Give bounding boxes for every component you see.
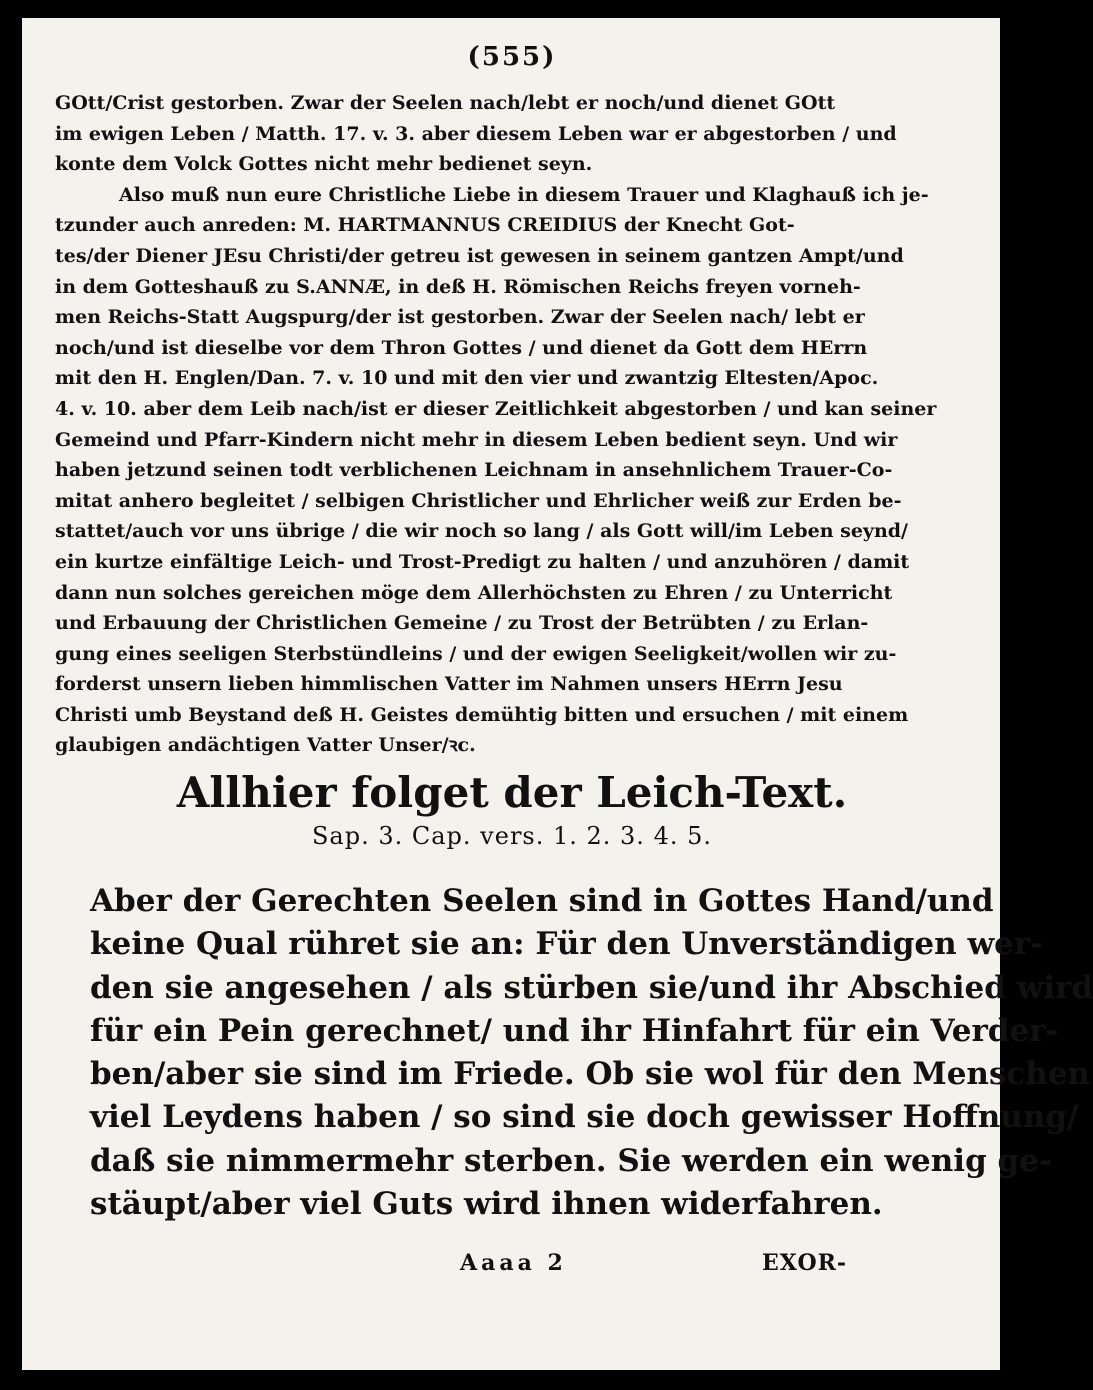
body-line: men Reichs-Statt Augspurg/der ist gestorben. Zwar der Seelen nach/ lebt er xyxy=(55,306,865,329)
section-heading: Allhier folget der Leich-Text. xyxy=(176,768,848,817)
body-line: dann nun solches gereichen möge dem Allerhöchsten zu Ehren / zu Unterricht xyxy=(55,581,893,604)
text-line: daß sie nimmermehr sterben. Sie werden ein wenig ge- xyxy=(90,1142,1052,1179)
body-line: Gemeind und Pfarr-Kindern nicht mehr in diesem Leben bedient seyn. Und wir xyxy=(55,428,898,451)
body-text xyxy=(55,88,937,761)
body-line: tzunder auch anreden: M. HARTMANNUS CREIDIUS der Knecht Got- xyxy=(55,214,795,237)
text-line: ben/aber sie sind im Friede. Ob sie wol für den Menschen xyxy=(90,1056,1091,1093)
body-line: forderst unsern lieben himmlischen Vatter im Nahmen unsers HErrn Jesu xyxy=(55,673,843,696)
text-line: stäupt/aber viel Guts wird ihnen widerfahren. xyxy=(90,1186,883,1223)
text-line: Aber der Gerechten Seelen sind in Gottes Hand/und xyxy=(90,883,994,919)
body-line: tes/der Diener JEsu Christi/der getreu ist gewesen in seinem gantzen Ampt/und xyxy=(55,244,904,267)
body-line: Also muß nun eure Christliche Liebe in diesem Trauer und Klaghauß ich je- xyxy=(119,183,929,206)
body-line: in dem Gotteshauß zu S.ANNÆ, in deß H. Römischen Reichs freyen vorneh- xyxy=(55,275,861,298)
scripture-reference: Sap. 3. Cap. vers. 1. 2. 3. 4. 5. xyxy=(311,822,712,850)
body-line: konte dem Volck Gottes nicht mehr bedienet seyn. xyxy=(55,153,593,176)
body-line: ein kurtze einfältige Leich- und Trost-Predigt zu halten / und anzuhören / damit xyxy=(55,550,910,573)
body-line: und Erbauung der Christlichen Gemeine / zu Trost der Betrübten / zu Erlan- xyxy=(55,612,869,635)
text-line: für ein Pein gerechnet/ und ihr Hinfahrt für ein Verder- xyxy=(90,1012,1059,1049)
body-line: Christi umb Beystand deß H. Geistes demühtig bitten und ersuchen / mit einem xyxy=(55,703,909,726)
body-line: GOtt/Crist gestorben. Zwar der Seelen nach/lebt er noch/und dienet GOtt xyxy=(55,92,836,114)
text-line: keine Qual rühret sie an: Für den Unverständigen wer- xyxy=(90,926,1044,963)
body-line: stattet/auch vor uns übrige / die wir noch so lang / als Gott will/im Leben seynd/ xyxy=(55,520,908,543)
body-line: 4. v. 10. aber dem Leib nach/ist er dieser Zeitlichkeit abgestorben / und kan seiner xyxy=(55,397,937,420)
funeral-text xyxy=(90,880,1093,1226)
body-line: gung eines seeligen Sterbstündleins / und der ewigen Seeligkeit/wollen wir zu- xyxy=(55,642,897,665)
signature-mark: Aaaa 2 xyxy=(460,1250,567,1276)
body-line: haben jetzund seinen todt verblichenen Leichnam in ansehnlichem Trauer-Co- xyxy=(55,459,893,482)
text-line: den sie angesehen / als stürben sie/und ihr Abschied wird xyxy=(90,969,1093,1006)
body-line: im ewigen Leben / Matth. 17. v. 3. aber diesem Leben war er abgestorben / und xyxy=(55,122,897,145)
body-line: mit den H. Englen/Dan. 7. v. 10 und mit den vier und zwantzig Eltesten/Apoc. xyxy=(55,367,879,390)
text-line: viel Leydens haben / so sind sie doch gewisser Hoffnung/ xyxy=(90,1099,1079,1136)
body-line: glaubigen andächtigen Vatter Unser/ꝛc. xyxy=(55,734,476,757)
catchword: EXOR- xyxy=(762,1250,848,1276)
body-line: mitat anhero begleitet / selbigen Christlicher und Ehrlicher weiß zur Erden be- xyxy=(55,489,902,512)
body-line: noch/und ist dieselbe vor dem Thron Gottes / und dienet da Gott dem HErrn xyxy=(55,336,868,359)
page-number: (555) xyxy=(467,42,557,72)
